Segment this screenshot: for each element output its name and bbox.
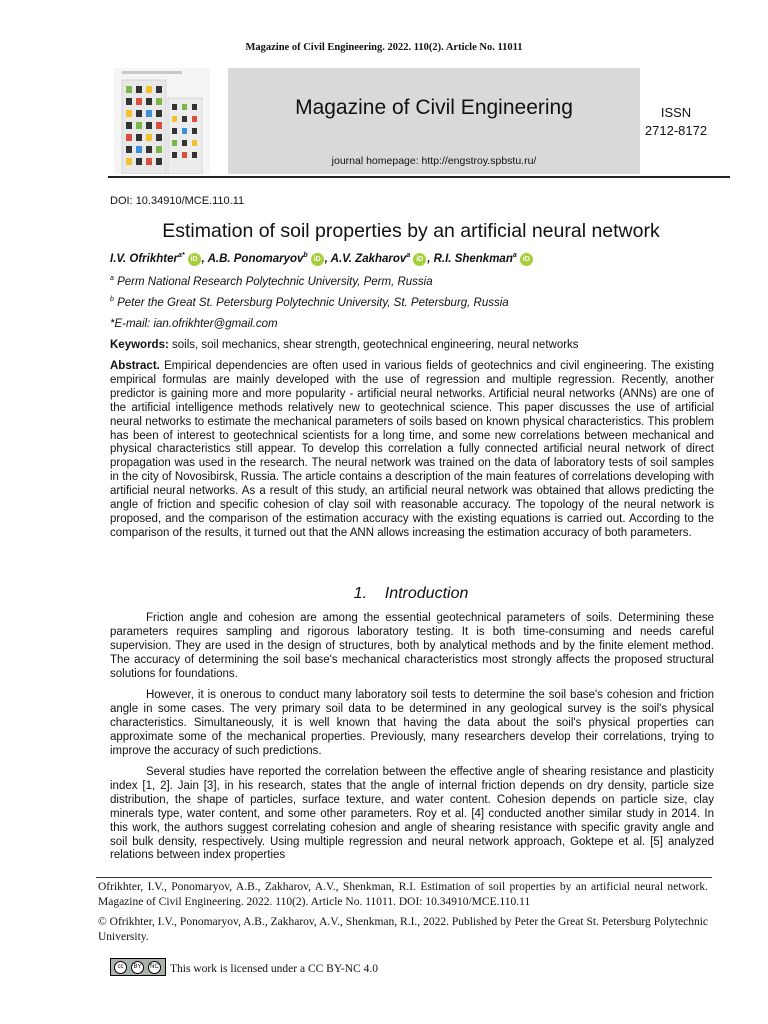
author-affiliation-mark: b xyxy=(303,252,308,259)
doi-line xyxy=(110,195,244,207)
orcid-icon[interactable]: iD xyxy=(311,253,324,266)
corresponding-email[interactable]: *E-mail: ian.ofrikhter@gmail.com xyxy=(110,318,278,330)
intro-paragraph-3: Several studies have reported the correlation between the effective angle of shearing resistance and plasticity index [1, 2]. Jain [3], in his research, states that the angle of internal friction depends on dry density, particle size distribution, the shape of particles, surface texture, and water content. Cohesion depends on particle size, clay minerals type, water content, and some other parameters. Roy et al. [4] conducted another similar study in 2014. In this work, the authors suggest correlating cohesion and angle of shearing resistance with specific gravity angle and soil bulk density, respectively. Using multiple regression and neural network approach, Goktepe et al. [5] analyzed relations between index properties xyxy=(110,766,714,862)
orcid-icon[interactable]: iD xyxy=(520,253,533,266)
journal-homepage-link[interactable]: journal homepage: http://engstroy.spbstu.ru/ xyxy=(331,155,537,167)
affiliation-a xyxy=(110,275,433,288)
license-text: This work is licensed under a CC BY-NC 4.0 xyxy=(170,963,378,975)
cc-icon: cc xyxy=(114,961,127,974)
issn-number: 2712-8172 xyxy=(644,123,708,138)
footer-divider xyxy=(96,877,712,878)
issn-block xyxy=(640,104,712,140)
affiliation-text: Perm National Research Polytechnic University, Perm, Russia xyxy=(117,275,433,288)
intro-paragraph-1: Friction angle and cohesion are among the essential geotechnical parameters of soils. Determining these parameters requires sampling and rigorous laboratory testing. It is both time-consuming and needs careful supervision. They are used in the design of structures, both by analytical methods and by the finite element method. The accuracy of determining the soil base's mechanical characteristics most strongly affects the proposed structural solutions for foundations. xyxy=(110,612,714,680)
paper-title: Estimation of soil properties by an artificial neural network xyxy=(162,220,660,242)
abstract-text: Empirical dependencies are often used in various fields of geotechnics and civil engineering. The existing empirical formulas are mainly developed with the use of regression and multiple regression. Recently, another predictor is gaining more and more popularity - artificial neural networks. Artificial neural networks (ANNs) are one of the artificial intelligence methods relatively new to geotechnical science. This paper discusses the use of artificial neural networks to estimate the mechanical parameters of soils based on known physical characteristics. This problem has been of interest to geotechnical scientists for a long time, and some new correlations between mechanical and physical characteristics still appear. To develop this correlation a fully connected artificial neural network of direct propagation was used in the research. The neural network was trained on the data of laboratory tests of soil samples in the city of Novosibirsk, Russia. The article contains a description of the main features of correlations developing with artificial neural networks. As a result of this study, an artificial neural network was obtained that allows predicting the angle of friction and specific cohesion of clay soil with reasonable accuracy. The topology of the neural network is proposed, and the comparison of the estimation accuracy with the existing equations is carried out. According to the comparison of the results, it turned out that the ANN allows increasing the estimation accuracy of both parameters. xyxy=(110,360,715,539)
author-affiliation-mark: a xyxy=(406,252,411,259)
journal-title: Magazine of Civil Engineering xyxy=(295,96,573,119)
header-divider xyxy=(108,176,730,178)
keywords-text: soils, soil mechanics, shear strength, geotechnical engineering, neural networks xyxy=(172,339,579,351)
keywords-label: Keywords: xyxy=(110,339,169,351)
abstract xyxy=(110,360,714,541)
cc-by-nc-badge[interactable] xyxy=(110,958,166,976)
section-heading-introduction: 1. Introduction xyxy=(353,585,469,602)
author-name: A.V. Zakharov xyxy=(330,252,407,265)
author-affiliation-mark: a xyxy=(512,252,517,259)
orcid-icon[interactable]: iD xyxy=(413,253,426,266)
abstract-label: Abstract. xyxy=(110,360,160,372)
author-list: I.V. Ofrikhter$^{a*}$iD , A.B. Ponomaryov$^b$iD , A.V. Zakharov$^a$iD , R.I. Shenkman$^a$iD xyxy=(110,252,534,266)
keywords-line xyxy=(110,339,579,351)
footer-citation: Ofrikhter, I.V., Ponomaryov, A.B., Zakharov, A.V., Shenkman, R.I. Estimation of soil properties by an artificial neural network. Magazine of Civil Engineering. 2022. 110(2). Article No. 11011. DOI: 10.34910/MCE.110.11 xyxy=(98,881,708,908)
affiliation-text: Peter the Great St. Petersburg Polytechnic University, St. Petersburg, Russia xyxy=(117,296,509,309)
doi-label: DOI: xyxy=(110,195,133,207)
footer-copyright: © Ofrikhter, I.V., Ponomaryov, A.B., Zakharov, A.V., Shenkman, R.I., 2022. Published by Peter the Great St. Petersburg Polytechnic University. xyxy=(98,916,708,943)
doi-link[interactable]: 10.34910/MCE.110.11 xyxy=(135,195,245,207)
author-name: R.I. Shenkman xyxy=(433,252,513,265)
orcid-icon[interactable]: iD xyxy=(188,253,201,266)
affiliation-mark: b xyxy=(110,296,114,303)
journal-cover-image xyxy=(114,68,210,174)
affiliation-mark: a xyxy=(110,275,114,282)
by-icon: BY xyxy=(131,961,144,974)
author-affiliation-mark: a* xyxy=(177,252,185,259)
issn-label: ISSN xyxy=(660,105,692,120)
affiliation-b xyxy=(110,296,509,309)
intro-paragraph-2: However, it is onerous to conduct many laboratory soil tests to determine the soil base's cohesion and friction angle in some cases. The very primary soil data to be determined in any geological survey is the soil's physical characteristics. Simultaneously, it is well known that having the data about the soil's physical properties can approximate some of the mechanical properties. Previously, many researchers develop their correlations, trying to improve the accuracy of such predictions. xyxy=(110,689,714,757)
author-name: A.B. Ponomaryov xyxy=(207,252,304,265)
author-name: I.V. Ofrikhter xyxy=(110,252,178,265)
license-line xyxy=(110,958,378,976)
nc-icon: NC xyxy=(148,961,161,974)
journal-citation-line: Magazine of Civil Engineering. 2022. 110(2). Article No. 11011 xyxy=(245,42,523,53)
